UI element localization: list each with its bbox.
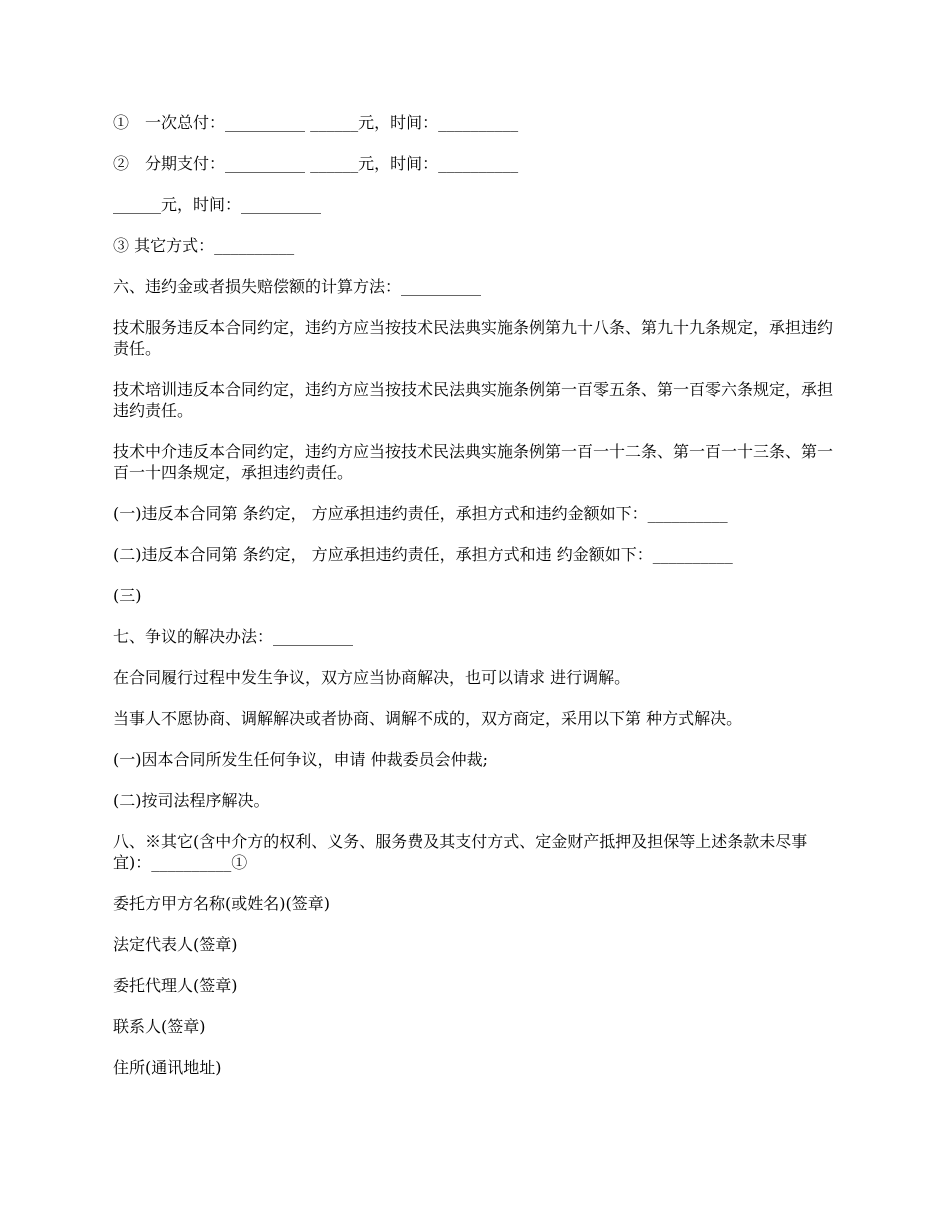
section-seven-heading: 七、争议的解决办法：__________ [113, 627, 354, 646]
dispute-arbitration: (一)因本合同所发生任何争议，申请 仲裁委员会仲裁; [113, 750, 488, 769]
dispute-resolution-choice: 当事人不愿协商、调解解决或者协商、调解不成的，双方商定，采用以下第 种方式解决。 [113, 709, 743, 728]
payment-installment: ② 分期支付：__________ ______元，时间：__________ [113, 154, 519, 173]
document-page [113, 112, 843, 1098]
contact-person: 联系人(签章) [113, 1017, 206, 1036]
legal-representative: 法定代表人(签章) [113, 935, 238, 954]
dispute-negotiation: 在合同履行过程中发生争议，双方应当协商解决，也可以请求 进行调解。 [113, 668, 631, 687]
authorized-agent: 委托代理人(签章) [113, 976, 238, 995]
section-six-heading: 六、违约金或者损失赔偿额的计算方法：__________ [113, 277, 482, 296]
address: 住所(通讯地址) [113, 1058, 222, 1077]
tech-service-breach: 技术服务违反本合同约定，违约方应当按技术民法典实施条例第九十八条、第九十九条规定，承担违约责任。 [113, 318, 834, 358]
breach-clause-three: (三) [113, 586, 142, 605]
tech-intermediary-breach: 技术中介违反本合同约定，违约方应当按技术民法典实施条例第一百一十二条、第一百一十三条、第一百一十四条规定，承担违约责任。 [113, 442, 834, 482]
section-eight-other: 八、※其它(含中介方的权利、义务、服务费及其支付方式、定金财产抵押及担保等上述条款未尽事宜)：__________① [113, 832, 808, 872]
dispute-judicial: (二)按司法程序解决。 [113, 791, 270, 810]
breach-clause-two: (二)违反本合同第 条约定， 方应承担违约责任，承担方式和违 约金额如下：__________ [113, 545, 733, 564]
breach-clause-one: (一)违反本合同第 条约定， 方应承担违约责任，承担方式和违约金额如下：__________ [113, 504, 728, 523]
payment-other-method: ③ 其它方式：__________ [113, 236, 295, 255]
payment-installment-continued: ______元，时间：__________ [113, 195, 322, 214]
payment-lump-sum: ① 一次总付：__________ ______元，时间：__________ [113, 113, 519, 132]
client-party-name: 委托方甲方名称(或姓名)(签章) [113, 894, 330, 913]
tech-training-breach: 技术培训违反本合同约定，违约方应当按技术民法典实施条例第一百零五条、第一百零六条规定，承担违约责任。 [113, 380, 834, 420]
